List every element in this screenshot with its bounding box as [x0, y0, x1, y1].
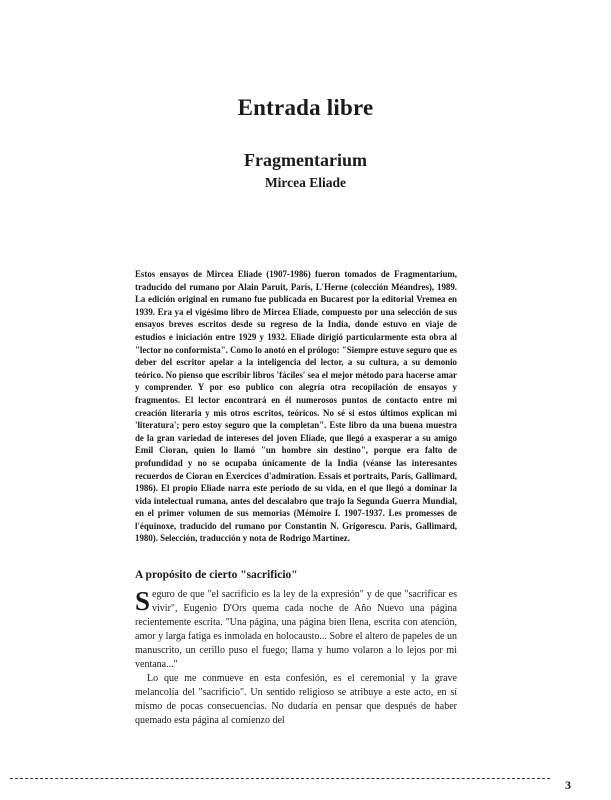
- section-title: Entrada libre: [237, 95, 374, 120]
- footer-rule: [10, 778, 550, 779]
- intro-note: Estos ensayos de Mircea Eliade (1907-1986) fueron tomados de Fragmentarium, traducido del rumano por Alain Paruit, París, L'Herne (colección Méandres), 1989. La edición original en rumano fue publicada en Bucarest por la editorial Vremea en 1939. Era ya el vigésimo libro de Mircea Eliade, compuesto por una selección de sus ensayos breves escritos desde su regreso de la India, donde estuvo en viaje de estudios e iniciación entre 1929 y 1932. Eliade dirigió particularmente esta obra al "lector no conformista". Como lo anotó en el prólogo: "Siempre estuve seguro que es deber del escritor apelar a la inteligencia del lector, a su cultura, a su demonio teórico. No pienso que escribir libros 'fáciles' sea el mejor método para hacerse amar y comprender. Y por eso publico con alegría otra recopilación de ensayos y fragmentos. El lector encontrará en él numerosos puntos de contacto entre mi creación literaria y mis otros escritos, teóricos. No sé si estos últimos explican mi 'literatura'; pero estoy seguro que la completan". Este libro da una buena muestra de la gran variedad de intereses del joven Eliade, que llegó a exasperar a su amigo Emil Cioran, quien lo llamó "un hombre sin destino", porque era falto de profundidad y no se ocupaba únicamente de la India (véanse las interesantes recuerdos de Cioran en Exercices d'admiration. Essais et portraits, París, Gallimard, 1986). El propio Eliade narra este periodo de su vida, en el que llegó a dominar la vida intelectual rumana, antes del descalabro que trajo la Segunda Guerra Mundial, en el primer volumen de sus memorias (Mémoire I. 1907-1937. Les promesses de l'équinoxe, traducido del rumano por Constantin N. Grigorescu. París, Gallimard, 1980). Selección, traducción y nota de Rodrigo Martínez.: [135, 269, 457, 544]
- body-paragraph: [135, 588, 457, 672]
- subsection-heading: A propósito de cierto "sacrificio": [135, 569, 298, 581]
- paragraph-text: eguro de que "el sacrificio es la ley de la expresión" y de que "sacrificar es vivir", Eugenio D'Ors quema cada noche de Año Nuevo una página recientemente escrita. "Una página, una página bien llena, escrita con atención, amor y larga fatiga es inmolada en holocausto... Sobre el altero de papeles de un manuscrito, un cerillo puso el fuego; llama y humo volaron a lo lejos por mi ventana...": [135, 589, 457, 670]
- essay-author: Mircea Eliade: [264, 175, 347, 190]
- essay-body: [135, 588, 457, 728]
- body-paragraph: Lo que me conmueve en esta confesión, es el ceremonial y la grave melancolía del "sacrificio". Un sentido religioso se atribuye a este acto, en sí mismo de pocas consecuencias. No dudaría en pensar que después de haber quemado esta página al comienzo del: [135, 673, 457, 726]
- essay-title: Fragmentarium: [244, 150, 367, 170]
- drop-cap: S: [135, 586, 151, 616]
- page-number: 3: [565, 778, 571, 792]
